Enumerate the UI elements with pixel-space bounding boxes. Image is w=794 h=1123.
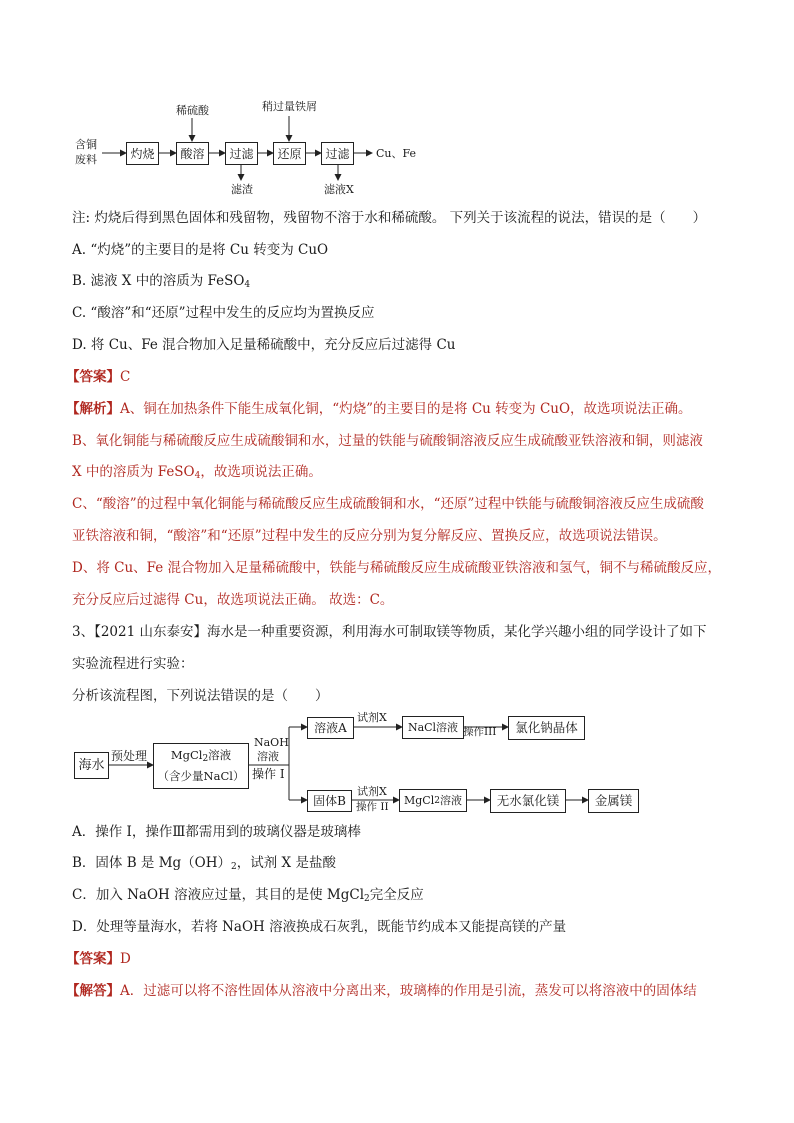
box-reduce: 还原 [273, 142, 306, 165]
box-anhydrous-mgcl2: 无水氯化镁 [490, 789, 566, 813]
box-solid-b: 固体B [307, 790, 352, 812]
box-nacl-solution: NaCl溶液 [402, 716, 464, 739]
box-filter-2: 过滤 [321, 142, 354, 165]
q2-analysis-d1: D、将 Cu、Fe 混合物加入足量稀硫酸中，铁能与稀硫酸反应生成硫酸亚铁溶液和氢气，铜不与稀硫酸反应， [72, 560, 722, 576]
flow1-filtrate-x: 滤液X [324, 183, 354, 196]
q3-stem-line1: 3、【2021 山东泰安】海水是一种重要资源，利用海水可制取镁等物质，某化学兴趣小组的同学设计了如下 [72, 624, 707, 640]
q2-analysis-c2: 亚铁溶液和铜，“酸溶”和“还原”过程中发生的反应分别为复分解反应、置换反应，故选项说法错误。 [72, 528, 667, 544]
mgcl2-line2: （含少量NaCl） [157, 769, 245, 783]
q2-option-c: C. “酸溶”和“还原”过程中发生的反应均为置换反应 [72, 305, 375, 321]
q3-option-c: C．加入 NaOH 溶液应过量，其目的是使 MgCl$_2$完全反应 [72, 887, 424, 904]
box-acid-dissolve: 酸溶 [176, 142, 209, 165]
flow1-input-line2: 废料 [75, 153, 97, 166]
q2-analysis-b1: B、氧化铜能与稀硫酸反应生成硫酸铜和水，过量的铁能与硫酸铜溶液反应生成硫酸亚铁溶液和铜，则滤液 [72, 433, 703, 449]
q2-option-d: D. 将 Cu、Fe 混合物加入足量稀硫酸中，充分反应后过滤得 Cu [72, 337, 456, 353]
q2-analysis-d2: 充分反应后过滤得 Cu，故选项说法正确。 故选：C。 [72, 592, 394, 608]
box-solution-a: 溶液A [307, 717, 354, 739]
mgcl2-line1: MgCl$_2$溶液 [170, 748, 232, 764]
q3-answer: 【答案】D [66, 951, 131, 967]
flow1-product: Cu、Fe [376, 147, 417, 160]
q2-analysis-c1: C、“酸溶”的过程中氧化铜能与稀硫酸反应生成硫酸铜和水，“还原”过程中铁能与硫酸铜溶液反应生成硫酸 [72, 496, 704, 512]
label-naoh: NaOH [254, 736, 289, 749]
q2-option-b: B. 滤液 X 中的溶质为 FeSO$_4$ [72, 273, 251, 290]
q3-option-d: D．处理等量海水，若将 NaOH 溶液换成石灰乳，既能节约成本又能提高镁的产量 [72, 919, 567, 935]
label-operation-3: 操作III [463, 726, 497, 738]
box-burn: 灼烧 [126, 142, 159, 165]
label-pretreat: 预处理 [111, 749, 148, 763]
q3-stem-line3: 分析该流程图，下列说法错误的是（ ） [72, 688, 329, 704]
box-nacl-crystal: 氯化钠晶体 [508, 716, 585, 740]
q2-analysis-b2: X 中的溶质为 FeSO$_4$，故选项说法正确。 [72, 464, 322, 481]
label-operation-1: 操作 I [252, 767, 285, 781]
flow1-residue: 滤渣 [231, 183, 253, 196]
label-reagent-x-bottom: 试剂X [357, 785, 387, 798]
label-naoh-solution: 溶液 [257, 750, 279, 763]
q3-stem-line2: 实验流程进行实验： [72, 656, 194, 672]
label-operation-2: 操作 II [356, 801, 389, 813]
q2-note: 注: 灼烧后得到黑色固体和残留物，残留物不溶于水和稀硫酸。 下列关于该流程的说法，错误的是（ ） [72, 210, 707, 226]
q2-option-a: A. “灼烧”的主要目的是将 Cu 转变为 CuO [72, 242, 329, 258]
q3-option-a: A．操作 I，操作Ⅲ都需用到的玻璃仪器是玻璃棒 [72, 824, 361, 840]
box-mgcl2-solution: MgCl 2 溶液 [399, 789, 467, 812]
q2-answer: 【答案】C [66, 369, 131, 385]
box-metal-mg: 金属镁 [588, 789, 639, 813]
label-reagent-x-top: 试剂X [357, 711, 387, 724]
flow1-add-iron: 稍过量铁屑 [262, 100, 317, 113]
q3-option-b: B．固体 B 是 $Mg(OH)_2$，试剂 X 是盐酸 [72, 855, 336, 872]
box-mgcl2-solution-with-nacl [153, 743, 249, 789]
flow1-add-acid: 稀硫酸 [176, 104, 209, 117]
box-filter-1: 过滤 [225, 142, 258, 165]
q2-analysis-a: 【解析】A、铜在加热条件下能生成氧化铜，“灼烧”的主要目的是将 Cu 转变为 CuO，故选项说法正确。 [66, 401, 692, 417]
q3-analysis-a: 【解答】A．过滤可以将不溶性固体从溶液中分离出来，玻璃棒的作用是引流，蒸发可以将溶液中的固体结 [66, 983, 697, 999]
flow1-input-line1: 含铜 [75, 138, 97, 151]
box-seawater: 海水 [74, 752, 109, 779]
